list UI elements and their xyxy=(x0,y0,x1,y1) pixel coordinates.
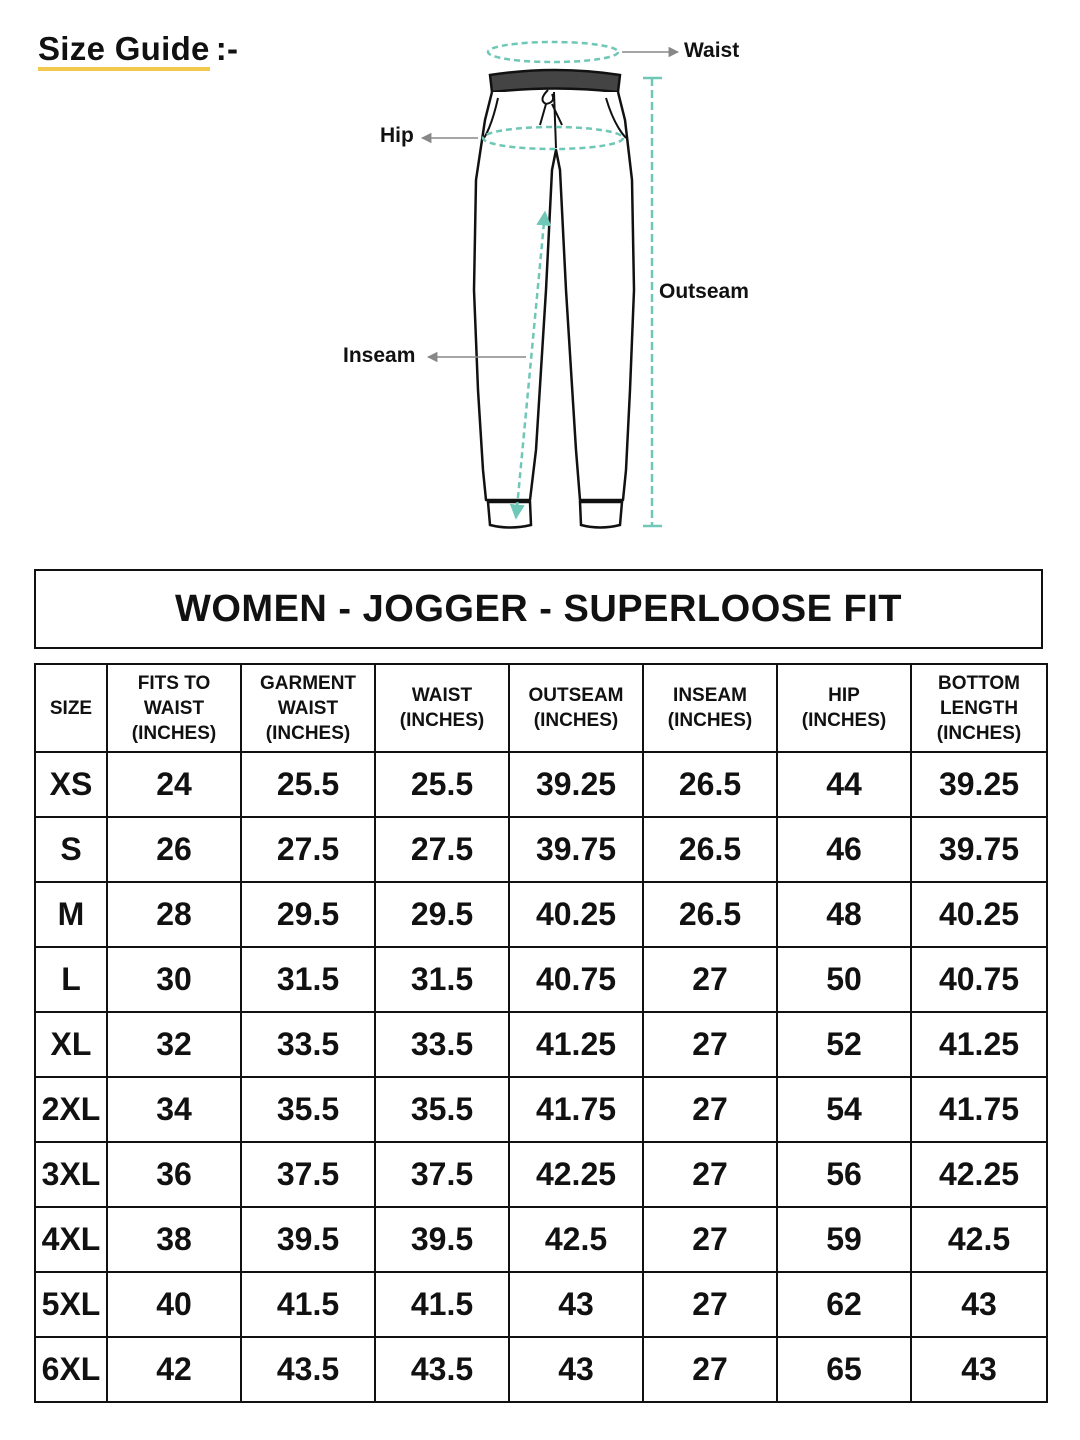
measurement-cell: 27.5 xyxy=(241,817,375,882)
measurement-cell: 26.5 xyxy=(643,752,777,817)
outseam-label: Outseam xyxy=(659,280,749,303)
size-cell: M xyxy=(35,882,107,947)
size-cell: 4XL xyxy=(35,1207,107,1272)
right-cuff xyxy=(580,502,622,528)
size-guide-heading xyxy=(38,30,238,71)
column-header xyxy=(375,664,509,752)
column-header xyxy=(241,664,375,752)
measurement-cell: 27 xyxy=(643,1337,777,1402)
measurement-cell: 38 xyxy=(107,1207,241,1272)
column-header-line: (INCHES) xyxy=(265,722,351,744)
size-cell: XS xyxy=(35,752,107,817)
column-header xyxy=(107,664,241,752)
measurement-cell: 31.5 xyxy=(241,947,375,1012)
hip-label: Hip xyxy=(380,124,414,147)
table-row xyxy=(35,1012,1047,1077)
column-header-line: (INCHES) xyxy=(801,710,887,731)
measurement-cell: 41.25 xyxy=(911,1012,1047,1077)
measurement-cell: 43.5 xyxy=(375,1337,509,1402)
measurement-cell: 37.5 xyxy=(241,1142,375,1207)
column-header-line: SIZE xyxy=(49,697,93,719)
column-header-line: LENGTH xyxy=(939,697,1019,719)
column-header-line: GARMENT xyxy=(259,672,357,694)
inseam-label: Inseam xyxy=(343,344,416,367)
measurement-cell: 33.5 xyxy=(375,1012,509,1077)
size-guide-suffix: :- xyxy=(215,30,239,67)
measurement-cell: 65 xyxy=(777,1337,911,1402)
table-row xyxy=(35,752,1047,817)
measurement-cell: 48 xyxy=(777,882,911,947)
measurement-cell: 24 xyxy=(107,752,241,817)
measurement-cell: 42.25 xyxy=(911,1142,1047,1207)
column-header xyxy=(777,664,911,752)
column-header-line: (INCHES) xyxy=(936,722,1022,744)
measurement-cell: 40 xyxy=(107,1272,241,1337)
table-row xyxy=(35,1207,1047,1272)
table-row xyxy=(35,882,1047,947)
measurement-cell: 43 xyxy=(911,1337,1047,1402)
measurement-cell: 41.75 xyxy=(509,1077,643,1142)
measurement-cell: 62 xyxy=(777,1272,911,1337)
measurement-cell: 27 xyxy=(643,1077,777,1142)
measurement-cell: 40.75 xyxy=(911,947,1047,1012)
size-cell: L xyxy=(35,947,107,1012)
column-header-line: (INCHES) xyxy=(533,710,619,731)
measurement-cell: 52 xyxy=(777,1012,911,1077)
waistband-outline xyxy=(490,70,620,92)
measurement-cell: 39.75 xyxy=(911,817,1047,882)
measurement-cell: 25.5 xyxy=(241,752,375,817)
column-header-line: (INCHES) xyxy=(667,710,753,731)
measurement-cell: 40.25 xyxy=(911,882,1047,947)
measurement-cell: 46 xyxy=(777,817,911,882)
measurement-cell: 42.5 xyxy=(911,1207,1047,1272)
size-guide-label: Size Guide xyxy=(38,31,210,71)
measurement-cell: 42.25 xyxy=(509,1142,643,1207)
measurement-cell: 32 xyxy=(107,1012,241,1077)
measurement-cell: 43 xyxy=(509,1337,643,1402)
column-header-line: WAIST xyxy=(143,697,205,719)
measurement-cell: 40.75 xyxy=(509,947,643,1012)
measurement-cell: 41.75 xyxy=(911,1077,1047,1142)
measurement-cell: 35.5 xyxy=(241,1077,375,1142)
measurement-cell: 27 xyxy=(643,1012,777,1077)
size-cell: 2XL xyxy=(35,1077,107,1142)
waist-label: Waist xyxy=(684,39,740,62)
size-cell: XL xyxy=(35,1012,107,1077)
column-header xyxy=(643,664,777,752)
size-cell: 5XL xyxy=(35,1272,107,1337)
column-header-line: OUTSEAM xyxy=(528,685,624,706)
measurement-cell: 41.25 xyxy=(509,1012,643,1077)
column-header-line: HIP xyxy=(828,685,860,706)
measurement-cell: 26 xyxy=(107,817,241,882)
table-title-box xyxy=(34,569,1043,649)
measurement-cell: 39.5 xyxy=(241,1207,375,1272)
column-header xyxy=(509,664,643,752)
measurement-cell: 26.5 xyxy=(643,882,777,947)
measurement-cell: 44 xyxy=(777,752,911,817)
waist-measure-ellipse xyxy=(488,42,618,62)
measurement-cell: 36 xyxy=(107,1142,241,1207)
column-header xyxy=(911,664,1047,752)
table-row xyxy=(35,1337,1047,1402)
measurement-cell: 43 xyxy=(911,1272,1047,1337)
size-cell: S xyxy=(35,817,107,882)
measurement-cell: 28 xyxy=(107,882,241,947)
measurement-cell: 39.25 xyxy=(911,752,1047,817)
measurement-cell: 42.5 xyxy=(509,1207,643,1272)
column-header-line: WAIST xyxy=(411,685,473,706)
measurement-cell: 39.5 xyxy=(375,1207,509,1272)
measurement-cell: 56 xyxy=(777,1142,911,1207)
measurement-cell: 34 xyxy=(107,1077,241,1142)
size-chart-table xyxy=(34,663,1048,1403)
measurement-cell: 35.5 xyxy=(375,1077,509,1142)
size-cell: 3XL xyxy=(35,1142,107,1207)
measurement-cell: 59 xyxy=(777,1207,911,1272)
measurement-cell: 39.75 xyxy=(509,817,643,882)
measurement-cell: 40.25 xyxy=(509,882,643,947)
measurement-cell: 50 xyxy=(777,947,911,1012)
table-body xyxy=(35,752,1047,1402)
measurement-cell: 39.25 xyxy=(509,752,643,817)
measurement-cell: 37.5 xyxy=(375,1142,509,1207)
measurement-cell: 43 xyxy=(509,1272,643,1337)
size-cell: 6XL xyxy=(35,1337,107,1402)
column-header-line: WAIST xyxy=(277,697,339,719)
column-header-line: INSEAM xyxy=(673,685,747,706)
measurement-cell: 27 xyxy=(643,1142,777,1207)
measurement-cell: 27 xyxy=(643,947,777,1012)
measurement-cell: 54 xyxy=(777,1077,911,1142)
left-cuff xyxy=(488,502,531,528)
table-row xyxy=(35,817,1047,882)
measurement-cell: 27.5 xyxy=(375,817,509,882)
column-header-line: (INCHES) xyxy=(131,722,217,744)
table-row xyxy=(35,947,1047,1012)
measurement-cell: 41.5 xyxy=(241,1272,375,1337)
column-header-line: FITS TO xyxy=(137,672,211,694)
measurement-cell: 30 xyxy=(107,947,241,1012)
measurement-cell: 29.5 xyxy=(241,882,375,947)
measurement-cell: 31.5 xyxy=(375,947,509,1012)
measurement-cell: 33.5 xyxy=(241,1012,375,1077)
measurement-cell: 27 xyxy=(643,1207,777,1272)
table-header-row xyxy=(35,664,1047,752)
measurement-cell: 43.5 xyxy=(241,1337,375,1402)
measurement-cell: 42 xyxy=(107,1337,241,1402)
measurement-cell: 27 xyxy=(643,1272,777,1337)
jogger-measurement-diagram xyxy=(300,30,800,540)
measurement-cell: 41.5 xyxy=(375,1272,509,1337)
table-row xyxy=(35,1272,1047,1337)
column-header-line: (INCHES) xyxy=(399,710,485,731)
measurement-cell: 29.5 xyxy=(375,882,509,947)
column-header-line: BOTTOM xyxy=(938,672,1020,694)
table-title: WOMEN - JOGGER - SUPERLOOSE FIT xyxy=(175,587,902,630)
measurement-cell: 26.5 xyxy=(643,817,777,882)
pants-outline xyxy=(474,92,634,500)
table-row xyxy=(35,1142,1047,1207)
column-header xyxy=(35,664,107,752)
measurement-cell: 25.5 xyxy=(375,752,509,817)
table-row xyxy=(35,1077,1047,1142)
